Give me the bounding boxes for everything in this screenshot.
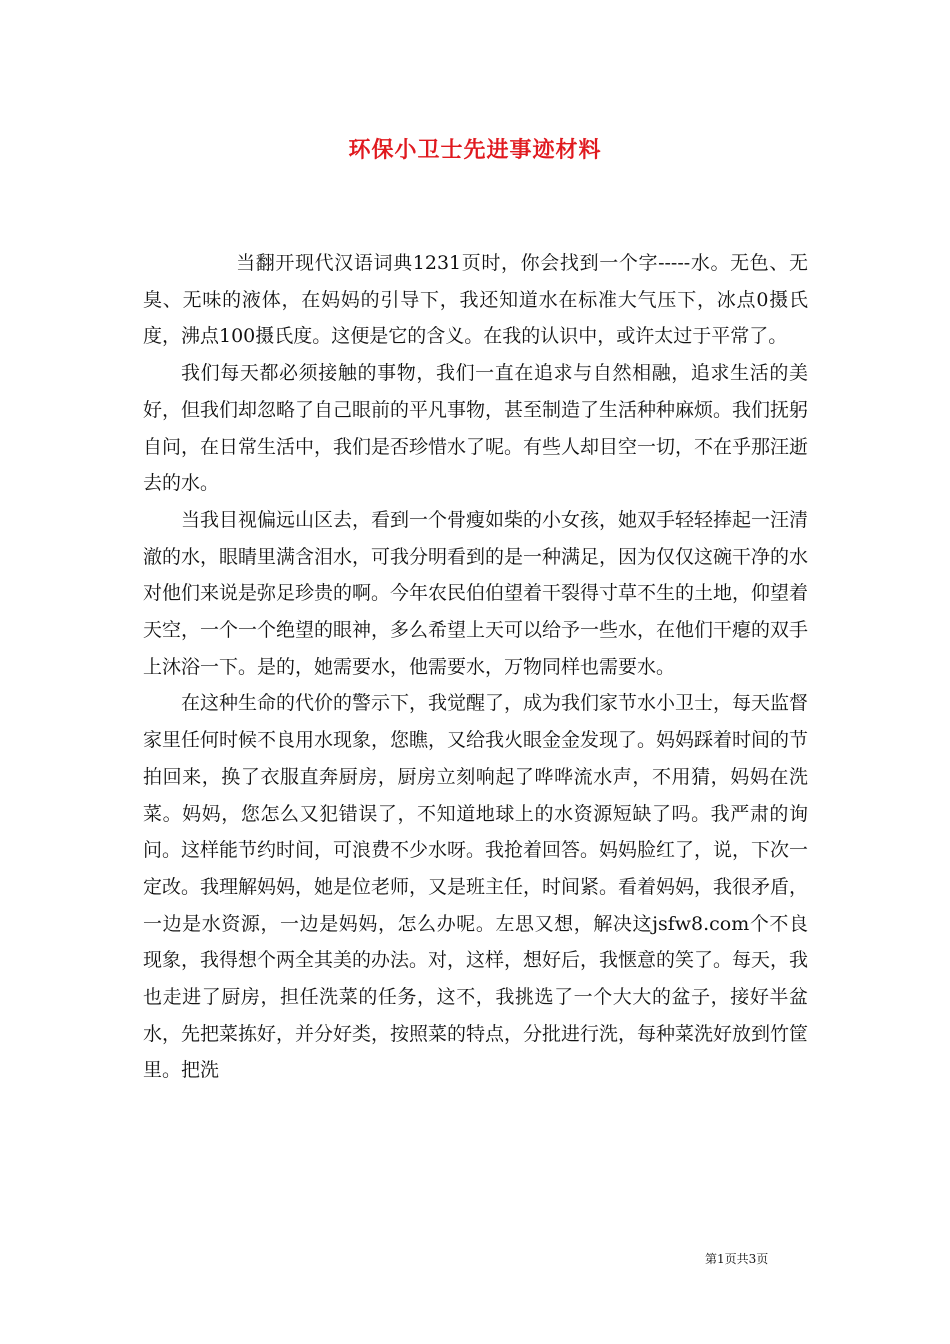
paragraph: 我们每天都必须接触的事物，我们一直在追求与自然相融，追求生活的美好，但我们却忽略了自己眼前的平凡事物，甚至制造了生活种种麻烦。我们抚躬自问，在日常生活中，我们是否珍惜水了呢。有些人却目空一切，不在乎那汪逝去的水。: [143, 362, 809, 495]
paragraph: 在这种生命的代价的警示下，我觉醒了，成为我们家节水小卫士，每天监督家里任何时候不良用水现象，您瞧，又给我火眼金金发现了。妈妈踩着时间的节拍回来，换了衣服直奔厨房，厨房立刻响起了哗哗流水声，不用猜，妈妈在洗菜。妈妈，您怎么又犯错误了，不知道地球上的水资源短缺了吗。我严肃的询问。这样能节约时间，可浪费不少水呀。我抢着回答。妈妈脸红了，说，下次一定改。我理解妈妈，她是位老师，又是班主任，时间紧。看着妈妈，我很矛盾，一边是水资源，一边是妈妈，怎么办呢。左思又想，解决这jsfw8.com个不良现象，我得想个两全其美的办法。对，这样，想好后，我惬意的笑了。每天，我也走进了厨房，担任洗菜的任务，这不，我挑选了一个大大的盆子，接好半盆水，先把菜拣好，并分好类，按照菜的特点，分批进行洗，每种菜洗好放到竹筐里。把洗: [143, 692, 809, 1082]
document-body: [143, 245, 808, 1089]
document-title: 环保小卫士先进事迹材料: [348, 137, 602, 163]
page-number-footer: 第1页共3页: [705, 1252, 769, 1266]
paragraph: 当我目视偏远山区去，看到一个骨瘦如柴的小女孩，她双手轻轻捧起一汪清澈的水，眼睛里满含泪水，可我分明看到的是一种满足，因为仅仅这碗干净的水对他们来说是弥足珍贵的啊。今年农民伯伯望着干裂得寸草不生的土地，仰望着天空，一个一个绝望的眼神，多么希望上天可以给予一些水，在他们干瘪的双手上沐浴一下。是的，她需要水，他需要水，万物同样也需要水。: [143, 508, 809, 678]
paragraph: 当翻开现代汉语词典1231页时，你会找到一个字-----水。无色、无臭、无味的液体，在妈妈的引导下，我还知道水在标准大气压下，冰点0摄氏度，沸点100摄氏度。这便是它的含义。在我的认识中，或许太过于平常了。: [143, 252, 808, 348]
